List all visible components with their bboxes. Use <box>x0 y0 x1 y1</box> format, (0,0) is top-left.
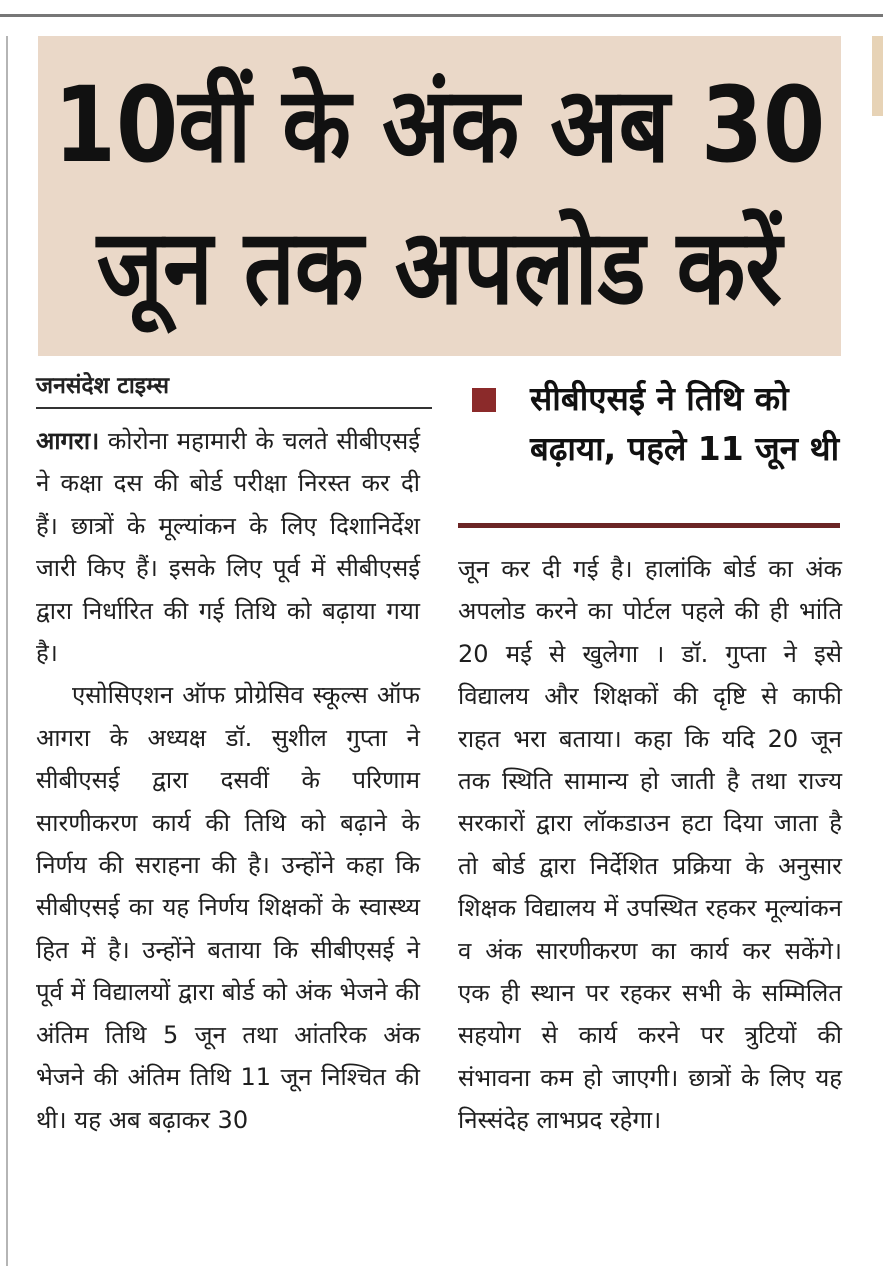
top-border-line <box>0 14 883 17</box>
subhead-text: सीबीएसई ने तिथि को बढ़ाया, पहले 11 जून थी <box>530 379 840 468</box>
byline: जनसंदेश टाइम्स <box>36 373 170 399</box>
headline-line-1: 10वीं के अंक अब 30 <box>53 64 826 186</box>
dateline: आगरा। <box>36 427 100 455</box>
subhead-rule <box>458 523 840 528</box>
article-paragraph-2: एसोसिएशन ऑफ प्रोग्रेसिव स्कूल्स ऑफ आगरा के अध्यक्ष डॉ. सुशील गुप्ता ने सीबीएसई द्वारा दसवीं के परिणाम सारणीकरण कार्य की तिथि को बढ़ाने के निर्णय की सराहना की है। उन्होंने कहा कि सीबीएसई का यह निर्णय शिक्षकों के स्वास्थ्य हित में है। उन्होंने बताया कि सीबीएसई ने पूर्व में विद्यालयों द्वारा बोर्ड को अंक भेजने की अंतिम तिथि 5 जून तथा आंतरिक अंक भेजने की अंतिम तिथि 11 जून निश्चित की थी। यह अब बढ़ाकर 30 <box>36 681 420 1134</box>
headline-line-2: जून तक अपलोड करें <box>96 206 783 328</box>
byline-underline <box>36 407 432 409</box>
adjacent-clipping-edge <box>872 36 883 116</box>
article-column-right <box>458 548 842 1142</box>
article-column-left <box>36 420 420 1141</box>
paragraph-1-text: कोरोना महामारी के चलते सीबीएसई ने कक्षा दस की बोर्ड परीक्षा निरस्त कर दी हैं। छात्रों के मूल्यांकन के लिए दिशानिर्देश जारी किए हैं। इसके लिए पूर्व में सीबीएसई द्वारा निर्धारित की गई तिथि को बढ़ाया गया है। <box>36 427 420 668</box>
article-paragraph-3: जून कर दी गई है। हालांकि बोर्ड का अंक अपलोड करने का पोर्टल पहले की ही भांति 20 मई से खुलेगा । डॉ. गुप्ता ने इसे विद्यालय और शिक्षकों की दृष्टि से काफी राहत भरा बताया। कहा कि यदि 20 जून तक स्थिति सामान्य हो जाती है तथा राज्य सरकारों द्वारा लॉकडाउन हटा दिया जाता है तो बोर्ड द्वारा निर्देशित प्रक्रिया के अनुसार शिक्षक विद्यालय में उपस्थित रहकर मूल्यांकन व अंक सारणीकरण का कार्य कर सकेंगे। एक ही स्थान पर रहकर सभी के सम्मिलित सहयोग से कार्य करने पर त्रुटियों की संभावना कम हो जाएगी। छात्रों के लिए यह निस्संदेह लाभप्रद रहेगा। <box>458 555 842 1135</box>
left-border-line <box>6 36 8 1266</box>
headline-box <box>38 36 841 356</box>
article-paragraph-1 <box>36 420 420 674</box>
square-bullet-icon <box>472 388 496 412</box>
